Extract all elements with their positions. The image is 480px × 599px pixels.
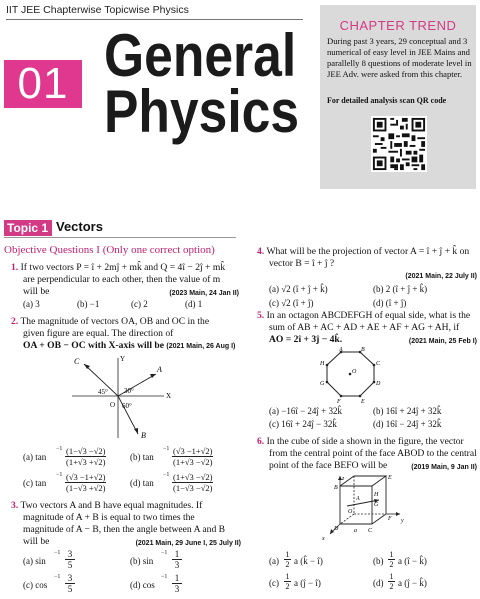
vector-diagram [60, 354, 190, 442]
option-a[interactable]: (a) √2 (î + ĵ + k̂) [269, 284, 328, 294]
axis-x-label: X [166, 392, 172, 400]
chapter-trend-text: During past 3 years, 29 conceptual and 3 numerical of easy level in JEE Mains and parallelly 8 questions of moderate level in JEE Adv. were asked from this chapter. [327, 36, 472, 79]
fraction-den: 2 [389, 560, 394, 569]
question-number: 6. [257, 436, 265, 447]
point-h-label: H [374, 492, 379, 498]
question-number: 4. [257, 246, 265, 257]
fraction-num: 3 [65, 549, 75, 560]
option-c[interactable]: (c) 16î + 24ĵ − 32k̂ [269, 419, 337, 429]
inverse-mark: −1 [56, 472, 63, 478]
option-prefix: (c) tan [23, 478, 47, 488]
fraction-den: 2 [285, 560, 290, 569]
vector-a-label: A [157, 365, 162, 374]
q5-options [269, 406, 477, 429]
point-g-label: G [374, 502, 379, 508]
inverse-mark: −1 [161, 550, 168, 556]
question-text: In the cube of side a shown in the figure, the vector [266, 436, 464, 447]
section-heading-text: Objective Questions I [4, 244, 100, 256]
option-prefix: (a) sin [23, 556, 46, 566]
question-text: magnitude of A − B, then the angle between A and B [23, 524, 226, 535]
chapter-number: 01 [4, 60, 82, 108]
inverse-mark: −1 [54, 550, 61, 556]
question-5 [257, 310, 477, 346]
angle-30-label: 30° [124, 387, 134, 395]
question-text: magnitude of A + B is equal to two times the [23, 512, 195, 523]
option-prefix: (a) tan [23, 452, 47, 462]
header-rule [6, 19, 303, 20]
vertex-g-label: G [320, 381, 325, 387]
question-text: In an octagon ABCDEFGH of equal side, what is the [266, 310, 471, 321]
inverse-mark: −1 [56, 446, 63, 452]
fraction-num: 1 [285, 572, 290, 581]
question-text: will be [23, 536, 50, 547]
question-number: 1. [11, 262, 19, 273]
question-number: 3. [11, 500, 19, 511]
question-source: (2021 Main, 25 Feb I) [408, 338, 477, 345]
question-text: vector B = î + ĵ ? [269, 258, 335, 269]
question-2 [11, 316, 241, 353]
option-b[interactable]: (b) −1 [77, 299, 100, 309]
point-d-label: D [334, 526, 339, 532]
option-expression: a (k̂ − î) [294, 556, 323, 566]
option-prefix: (a) [269, 556, 279, 566]
octagon-diagram [318, 346, 388, 404]
option-prefix: (b) tan [130, 452, 154, 462]
option-b[interactable]: (b) 16î + 24ĵ + 32k̂ [373, 406, 442, 416]
fraction-den: (1−√3 +√2) [66, 483, 106, 493]
option-expression: a (ĵ − î) [294, 578, 321, 588]
fraction-den: (1+√3 −√2) [173, 457, 213, 467]
point-a-label: A [356, 496, 360, 502]
question-1 [11, 262, 239, 310]
fraction-den: 5 [67, 560, 73, 570]
fraction-num: 1 [389, 572, 394, 581]
fraction-num: 1 [172, 573, 182, 584]
fraction-den: 2 [389, 582, 394, 591]
angle-45-label: 45° [98, 388, 108, 396]
running-head: IIT JEE Chapterwise Topicwise Physics [6, 4, 189, 16]
option-c[interactable]: (c) 2 [131, 299, 148, 309]
vertex-h-label: H [320, 361, 325, 367]
fraction-num: (1+√3 −√2) [173, 472, 213, 482]
axis-z-label: z [342, 476, 345, 482]
option-prefix: (d) tan [130, 478, 154, 488]
fraction-den: 5 [67, 584, 73, 594]
question-text: What will be the projection of vector A = î + ĵ + k̂ on [266, 246, 470, 257]
vertex-e-label: E [361, 399, 365, 404]
option-prefix: (c) [269, 578, 279, 588]
point-b-label: B [334, 485, 338, 491]
question-text: OA + OB − OC with X-axis will be [23, 340, 164, 351]
chapter-trend-cta: For detailed analysis scan QR code [327, 96, 447, 105]
chapter-trend-title: CHAPTER TREND [339, 18, 457, 33]
fraction-num: (√3 −1+√2) [66, 472, 106, 482]
fraction-den: 3 [174, 584, 180, 594]
option-b[interactable]: (b) 2 (î + ĵ + k̂) [373, 284, 428, 294]
question-source: (2021 Main, 22 July II) [405, 273, 477, 280]
axis-x-label: x [322, 536, 325, 542]
option-prefix: (d) cos [130, 580, 155, 590]
angle-60-label: 60° [122, 402, 132, 410]
option-prefix: (b) [373, 556, 384, 566]
q6-options [269, 550, 477, 596]
topic-label: Topic 1 [4, 220, 52, 236]
options-row [257, 297, 477, 309]
question-text: Two vectors A and B have equal magnitudes. If [20, 500, 203, 511]
question-text: given figure are equal. The direction of [23, 328, 174, 339]
question-number: 2. [11, 316, 19, 327]
fraction-num: (1−√3 −√2) [66, 446, 106, 456]
question-source: (2023 Main, 24 Jan II) [169, 290, 239, 297]
inverse-mark: −1 [163, 446, 170, 452]
question-number: 5. [257, 310, 265, 321]
vector-b-label: B [141, 431, 146, 440]
fraction-num: 3 [65, 573, 75, 584]
option-prefix: (b) sin [130, 556, 154, 566]
option-d[interactable]: (d) 1 [185, 299, 203, 309]
question-text: The magnitude of vectors OA, OB and OC in the [20, 316, 210, 327]
qr-code[interactable] [371, 116, 427, 172]
section-heading [4, 244, 215, 256]
option-prefix: (d) [373, 578, 384, 588]
vertex-a-label: A [339, 347, 343, 353]
fraction-den: 3 [174, 560, 180, 570]
topic-title: Vectors [56, 219, 103, 234]
vertex-d-label: D [376, 381, 381, 387]
options-row [257, 283, 477, 295]
option-expression: a (ĵ − k̂) [398, 578, 427, 588]
vertex-c-label: C [376, 361, 381, 367]
question-text: are perpendicular to each other, then the value of m [23, 274, 221, 285]
fraction-den: 2 [285, 582, 290, 591]
option-expression: a (î − k̂) [398, 556, 427, 566]
question-text: will be [23, 286, 50, 297]
vector-c-label: C [74, 357, 80, 366]
fraction-den: (1+√3 +√2) [66, 457, 106, 467]
axis-y-label: y [401, 518, 404, 524]
point-c-label: C [368, 528, 373, 534]
topic-rule [4, 237, 236, 238]
fraction-num: 1 [389, 550, 394, 559]
option-a[interactable]: (a) −16î − 24ĵ + 32k̂ [269, 406, 342, 416]
question-source: (2021 Main, 29 June I, 25 July II) [135, 540, 241, 547]
option-c[interactable]: (c) √2 (î + ĵ) [269, 298, 314, 308]
inverse-mark: −1 [161, 574, 168, 580]
inverse-mark: −1 [54, 574, 61, 580]
side-a-label: a [354, 528, 357, 534]
question-text: sum of AB + AC + AD + AE + AF + AG + AH, if [269, 322, 460, 333]
question-source: (2019 Main, 9 Jan II) [411, 464, 477, 471]
vertex-b-label: B [361, 347, 365, 353]
option-a[interactable]: (a) 3 [23, 299, 40, 309]
fraction-num: (√3 −1+√2) [173, 446, 213, 456]
axis-y-label: Y [120, 355, 126, 363]
option-d[interactable]: (d) 16î − 24ĵ + 32k̂ [373, 419, 442, 429]
fraction-den: (1−√3 −√2) [173, 483, 213, 493]
vertex-f-label: F [337, 399, 341, 404]
cube-diagram [312, 472, 408, 544]
section-note: (Only one correct option) [102, 244, 215, 256]
question-text: from the central point of the face ABOD to the central [269, 448, 477, 459]
origin-label: O [110, 401, 116, 409]
point-e-label: E [388, 475, 392, 481]
option-d[interactable]: (d) (î + ĵ) [373, 298, 407, 308]
point-o-label: O [348, 509, 353, 515]
option-prefix: (c) cos [23, 580, 48, 590]
question-source: (2021 Main, 26 Aug I) [166, 343, 236, 350]
question-3 [11, 500, 241, 548]
question-6 [257, 436, 477, 472]
chapter-title-line2: Physics [104, 78, 300, 145]
point-f-label: F [388, 516, 392, 522]
question-text: AO = 2î + 3ĵ − 4k̂. [269, 334, 343, 345]
question-4 [257, 246, 477, 309]
chapter-title-line1: General [104, 22, 297, 89]
fraction-num: 1 [172, 549, 182, 560]
question-text: If two vectors P = î + 2mĵ + mk̂ and Q = 4î − 2ĵ + mk̂ [20, 262, 226, 273]
fraction-num: 1 [285, 550, 290, 559]
center-o-label: O [352, 369, 357, 375]
question-text: point of the face BEFO will be [269, 460, 388, 471]
inverse-mark: −1 [163, 472, 170, 478]
